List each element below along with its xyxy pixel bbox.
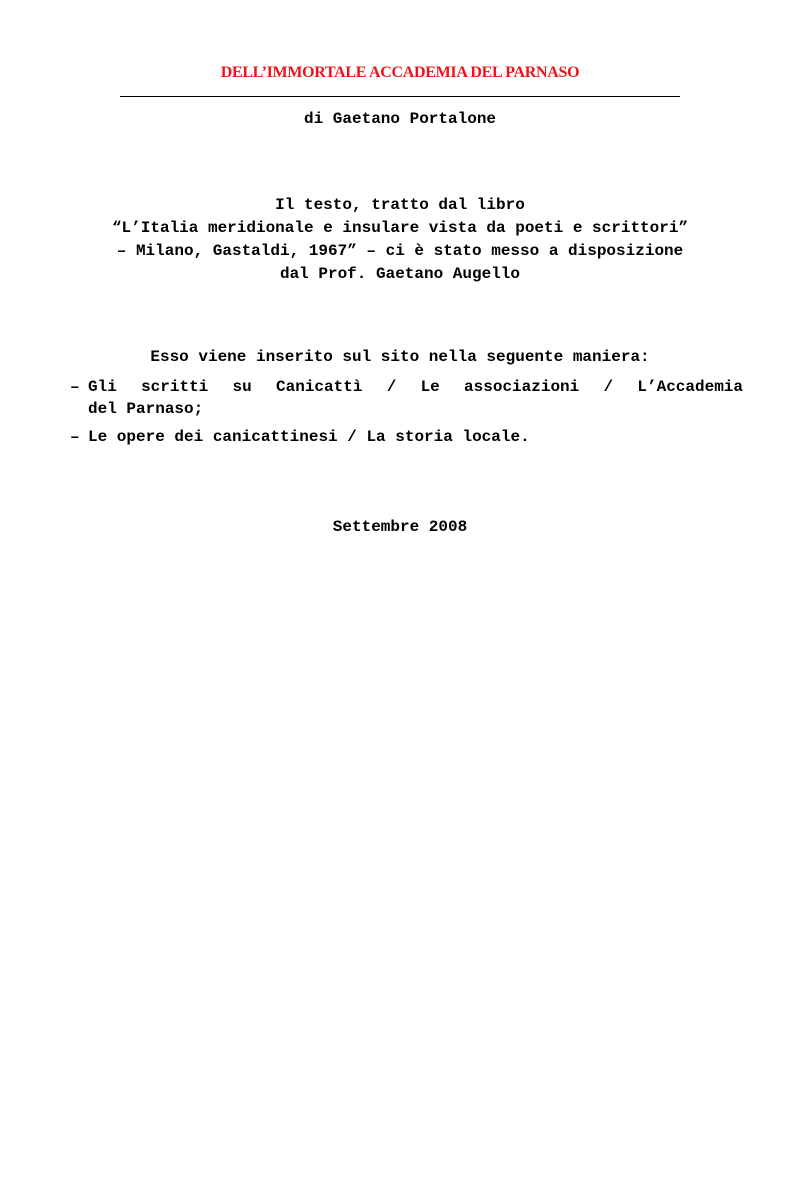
- intro-line: Esso viene inserito sul sito nella seguente maniera:: [150, 348, 650, 366]
- source-line: dal Prof. Gaetano Augello: [279, 265, 521, 283]
- source-line: Il testo, tratto dal libro: [275, 196, 525, 214]
- list-item: [70, 426, 750, 448]
- list-item-text-continued: del Parnaso;: [88, 400, 204, 418]
- source-line: – Milano, Gastaldi, 1967” – ci è stato messo a disposizione: [116, 242, 684, 260]
- source-paragraph: [40, 194, 760, 286]
- document-title: DELL’IMMORTALE ACCADEMIA DEL PARNASO: [220, 64, 580, 81]
- source-line: “L’Italia meridionale e insulare vista da poeti e scrittori”: [111, 219, 689, 237]
- title-divider: [120, 96, 680, 97]
- list-item-text: Gli scritti su Canicattì / Le associazioni / L’Accademia: [88, 378, 743, 396]
- list-item-text: Le opere dei canicattinesi / La storia locale.: [88, 428, 530, 446]
- placement-list: [70, 376, 750, 454]
- list-dash: –: [70, 428, 80, 446]
- list-dash: –: [70, 378, 80, 396]
- document-date: Settembre 2008: [332, 518, 468, 536]
- list-item: [70, 376, 750, 420]
- author-line: di Gaetano Portalone: [303, 110, 497, 128]
